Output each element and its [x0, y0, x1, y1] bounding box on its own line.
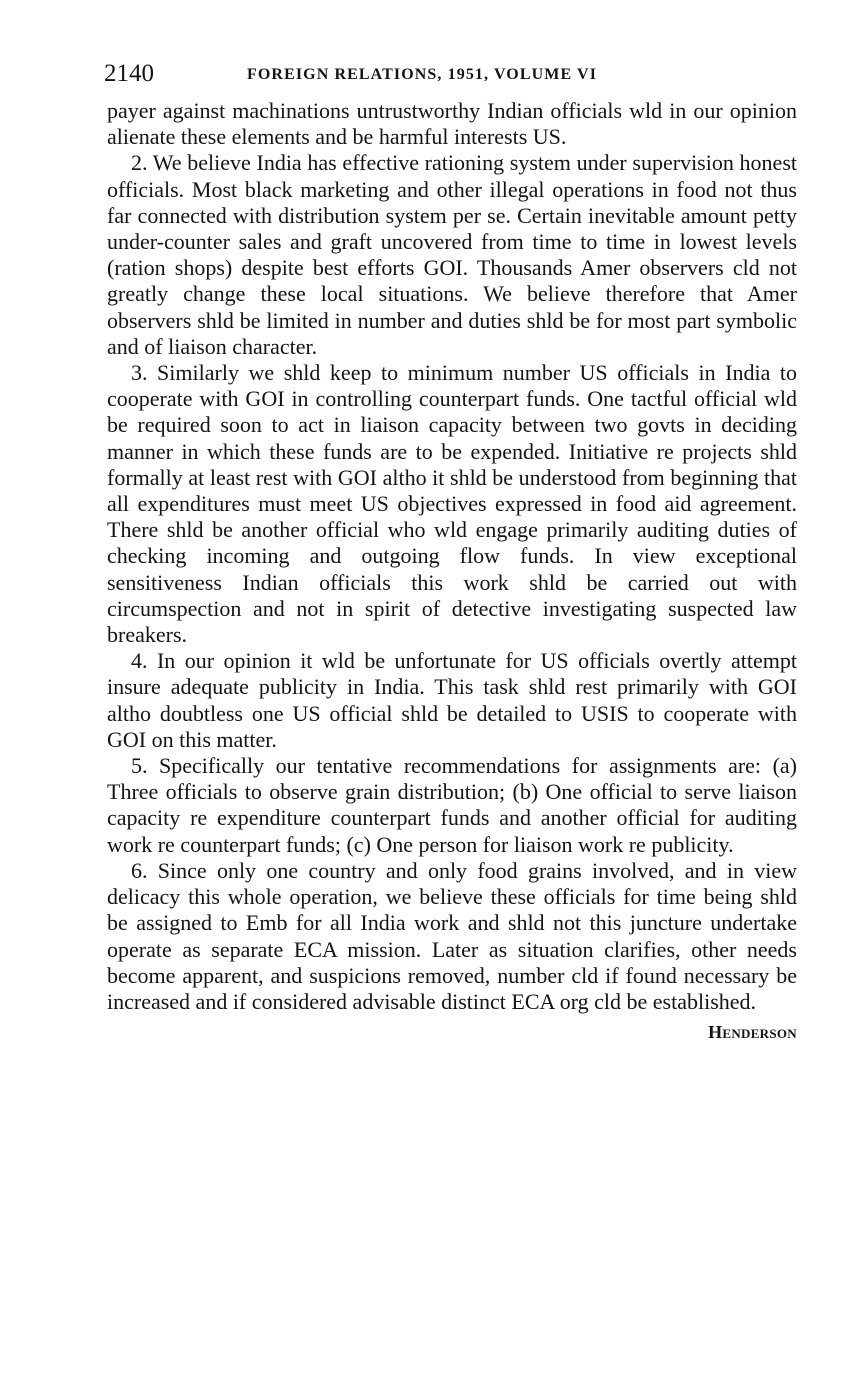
paragraph-2: 2. We believe India has effective rationing system under supervision honest officials. Most black marketing and other illegal operations in food not thus far connected with distribution system per se. Certain inevitable amount petty under-counter sales and graft uncovered from time to time in lowest levels (ration shops) despite best efforts GOI. Thousands Amer observers cld not greatly change these local situations. We believe therefore that Amer observers shld be limited in number and duties shld be for most part symbolic and of liaison character. [107, 150, 797, 359]
paragraph-3: 3. Similarly we shld keep to minimum number US officials in India to cooperate with GOI in controlling counterpart funds. One tactful official wld be required soon to act in liaison capacity between two govts in deciding manner in which these funds are to be expended. Initiative re projects shld formally at least rest with GOI altho it shld be understood from beginning that all expenditures must meet US objectives expressed in food aid agreement. There shld be another official who wld engage primarily auditing duties of checking incoming and outgoing flow funds. In view exceptional sensitiveness Indian officials this work shld be carried out with circumspection and not in spirit of detective investigating suspected law breakers. [107, 360, 797, 648]
page-number: 2140 [104, 60, 154, 87]
page-header [104, 58, 794, 90]
signature: Henderson [708, 1022, 797, 1043]
paragraph-continuation: payer against machinations untrustworthy Indian officials wld in our opinion alienate these elements and be harmful interests US. [107, 98, 797, 150]
paragraph-4: 4. In our opinion it wld be unfortunate for US officials overtly attempt insure adequate publicity in India. This task shld rest primarily with GOI altho doubtless one US official shld be detailed to USIS to cooperate with GOI on this matter. [107, 648, 797, 752]
paragraph-6: 6. Since only one country and only food grains involved, and in view delicacy this whole operation, we believe these officials for time being shld be assigned to Emb for all India work and shld not this juncture undertake operate as separate ECA mission. Later as situation clarifies, other needs become apparent, and suspicions removed, number cld if found necessary be increased and if considered advisable distinct ECA org cld be established. [107, 857, 797, 1014]
body-text [107, 98, 797, 1045]
running-head: FOREIGN RELATIONS, 1951, VOLUME VI [247, 66, 598, 83]
paragraph-5: 5. Specifically our tentative recommendations for assignments are: (a) Three officials to observe grain distribution; (b) One official to serve liaison capacity re expenditure counterpart funds and another official for auditing work re counterpart funds; (c) One person for liaison work re publicity. [107, 753, 797, 857]
